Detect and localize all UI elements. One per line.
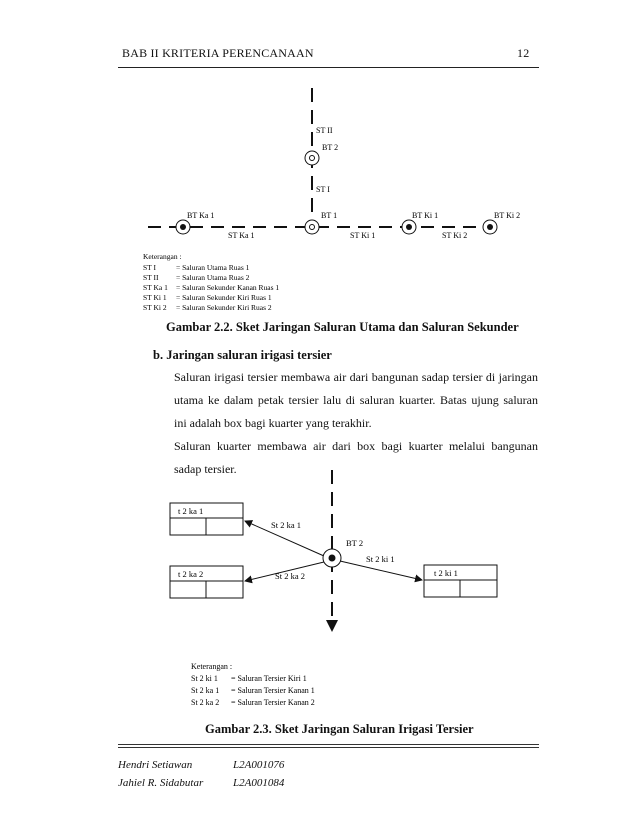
legend-desc: = Saluran Tersier Kanan 2 — [231, 698, 315, 707]
fig2-legend-title: Keterangan : — [191, 662, 233, 671]
paragraph-line: Saluran irigasi tersier membawa air dari bangunan sadap tersier di jaringan — [174, 370, 538, 384]
footer-rule-bottom — [118, 747, 539, 748]
label-st2ka1: St 2 ka 1 — [271, 520, 301, 530]
label-st-ka1: ST Ka 1 — [228, 231, 255, 240]
paragraph-line: utama ke dalam petak tersier lalu di saluran kuarter. Batas ujung saluran — [174, 393, 538, 407]
legend-code: ST Ka 1 — [143, 283, 168, 292]
fig2-legend — [191, 662, 315, 707]
fig1-legend — [143, 263, 279, 312]
fig1-legend-title: Keterangan : — [143, 252, 182, 261]
label-st2ki1: St 2 ki 1 — [366, 554, 395, 564]
legend-desc: = Saluran Sekunder Kiri Ruas 1 — [176, 293, 272, 302]
author-name: Hendri Setiawan — [118, 759, 193, 771]
author-nim: L2A001076 — [233, 759, 285, 771]
label-bt-ki2: BT Ki 2 — [494, 211, 521, 220]
legend-code: ST Ki 2 — [143, 303, 167, 312]
bt-ka1-structure — [176, 220, 190, 234]
label-bt2: BT 2 — [322, 143, 339, 152]
paragraph-1 — [174, 366, 538, 435]
legend-desc: = Saluran Tersier Kiri 1 — [231, 674, 307, 683]
label-st-i: ST I — [316, 185, 330, 194]
legend-code: St 2 ka 1 — [191, 686, 220, 695]
legend-desc: = Saluran Sekunder Kanan Ruas 1 — [176, 283, 280, 292]
running-header: BAB II KRITERIA PERENCANAAN — [122, 46, 314, 60]
label-bt-ka1: BT Ka 1 — [187, 211, 215, 220]
box-label: t 2 ka 1 — [178, 506, 204, 516]
legend-desc: = Saluran Utama Ruas 2 — [176, 273, 250, 282]
label-bt2: BT 2 — [346, 538, 364, 548]
figure-2-3-caption: Gambar 2.3. Sket Jaringan Saluran Irigasi Tersier — [205, 722, 474, 736]
label-st-ki1: ST Ki 1 — [350, 231, 376, 240]
box-label: t 2 ka 2 — [178, 569, 204, 579]
page-number: 12 — [517, 46, 530, 60]
legend-code: St 2 ka 2 — [191, 698, 220, 707]
bt1-structure — [305, 220, 319, 234]
bt2-tertiary-structure — [323, 549, 341, 567]
author-name: Jahiel R. Sidabutar — [118, 777, 204, 789]
figure-2-3-diagram — [0, 470, 638, 720]
box-label: t 2 ki 1 — [434, 568, 458, 578]
figure-2-2-diagram — [0, 0, 638, 330]
legend-desc: = Saluran Tersier Kanan 1 — [231, 686, 315, 695]
down-arrow-icon — [326, 620, 338, 632]
box-t2ki1 — [424, 565, 497, 597]
label-bt-ki1: BT Ki 1 — [412, 211, 439, 220]
label-st-ki2: ST Ki 2 — [442, 231, 468, 240]
bt2-structure — [305, 151, 319, 165]
box-t2ka2 — [170, 566, 243, 598]
legend-code: St 2 ki 1 — [191, 674, 218, 683]
legend-code: ST I — [143, 263, 156, 272]
label-st2ka2: St 2 ka 2 — [275, 571, 305, 581]
paragraph-line: sadap tersier. — [174, 462, 237, 476]
paragraph-line: ini adalah box bagi kuarter yang terakhir. — [174, 416, 372, 430]
section-heading: b. Jaringan saluran irigasi tersier — [153, 348, 332, 362]
legend-code: ST II — [143, 273, 159, 282]
label-bt1: BT 1 — [321, 211, 338, 220]
legend-desc: = Saluran Sekunder Kiri Ruas 2 — [176, 303, 272, 312]
legend-desc: = Saluran Utama Ruas 1 — [176, 263, 250, 272]
author-nim: L2A001084 — [233, 777, 285, 789]
label-st-ii: ST II — [316, 126, 333, 135]
legend-code: ST Ki 1 — [143, 293, 167, 302]
box-t2ka1 — [170, 503, 243, 535]
footer-authors — [118, 756, 284, 792]
bt-ki2-structure — [483, 220, 497, 234]
paragraph-line: Saluran kuarter membawa air dari box bagi kuarter melalui bangunan — [174, 439, 538, 453]
figure-2-2-caption: Gambar 2.2. Sket Jaringan Saluran Utama dan Saluran Sekunder — [166, 320, 519, 334]
footer-rule-top — [118, 744, 539, 745]
bt-ki1-structure — [402, 220, 416, 234]
